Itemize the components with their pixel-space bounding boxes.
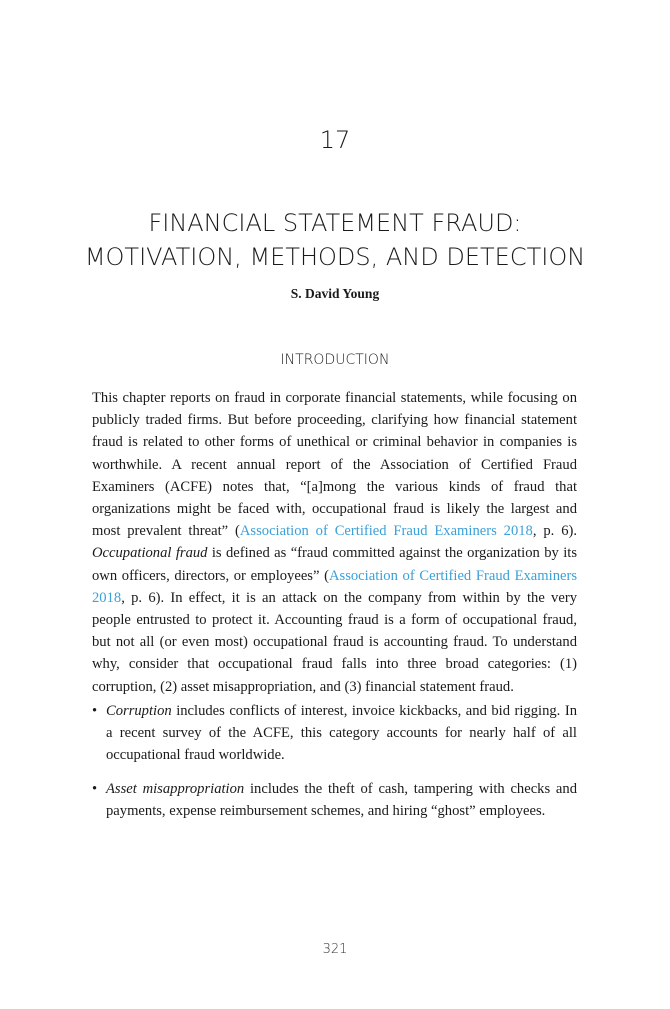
paragraph-text-1: This chapter reports on fraud in corporate financial statements, while focusing on publicly traded firms. But before proceeding, clarifying how financial statement fraud is related to other forms of unethical or criminal behavior in companies is worthwhile. A recent annual report of the Association of Certified Fraud Examiners (ACFE) notes that, “[a]mong the various kinds of fraud that organizations might be faced with, occupational fraud is likely the largest and most prevalent threat” ( bbox=[92, 390, 577, 540]
paragraph-text-3: is defined as “fraud committed against the organization by its own officers, directors, or employees” ( bbox=[92, 545, 577, 584]
paragraph-text-4: , p. 6). In effect, it is an attack on the company from within by the very people entrusted to protect it. Accounting fraud is a form of occupational fraud, but not all (or even most) occupational fraud is accounting fraud. To understand why, consider that occupational fraud falls into three broad categories: (1) corruption, (2) asset misappropriation, and (3) financial statement fraud. bbox=[92, 589, 577, 695]
chapter-title-line-1: FINANCIAL STATEMENT FRAUD: bbox=[148, 209, 522, 237]
bullet-icon: • bbox=[92, 780, 98, 797]
citation-link-2[interactable]: Association of Certified Fraud Examiners 2018 bbox=[92, 567, 578, 606]
chapter-number: 17 bbox=[319, 126, 351, 154]
list-item-corruption bbox=[92, 700, 577, 767]
section-heading: INTRODUCTION bbox=[280, 352, 390, 368]
chapter-title-line-2: MOTIVATION, METHODS, AND DETECTION bbox=[84, 243, 586, 271]
fraud-category-list bbox=[92, 700, 577, 833]
chapter-title bbox=[0, 206, 670, 274]
citation-link-1[interactable]: Association of Certified Fraud Examiners 2018 bbox=[239, 523, 533, 540]
list-item-text: includes the theft of cash, tampering with checks and payments, expense reimbursement schemes, and hiring “ghost” employees. bbox=[106, 780, 577, 819]
chapter-author: S. David Young bbox=[290, 286, 380, 301]
list-item-text: includes conflicts of interest, invoice kickbacks, and bid rigging. In a recent survey of the ACFE, this category accounts for nearly half of all occupational fraud worldwide. bbox=[106, 703, 577, 764]
defined-term: Occupational fraud bbox=[92, 545, 208, 562]
page-number: 321 bbox=[322, 942, 348, 957]
list-item-term: Corruption bbox=[106, 703, 172, 719]
list-item-term: Asset misappropriation bbox=[106, 780, 245, 797]
bullet-icon: • bbox=[92, 703, 98, 719]
list-item-asset-misappropriation bbox=[92, 778, 577, 822]
intro-paragraph bbox=[92, 387, 577, 698]
paragraph-text-2: , p. 6). bbox=[532, 523, 577, 540]
